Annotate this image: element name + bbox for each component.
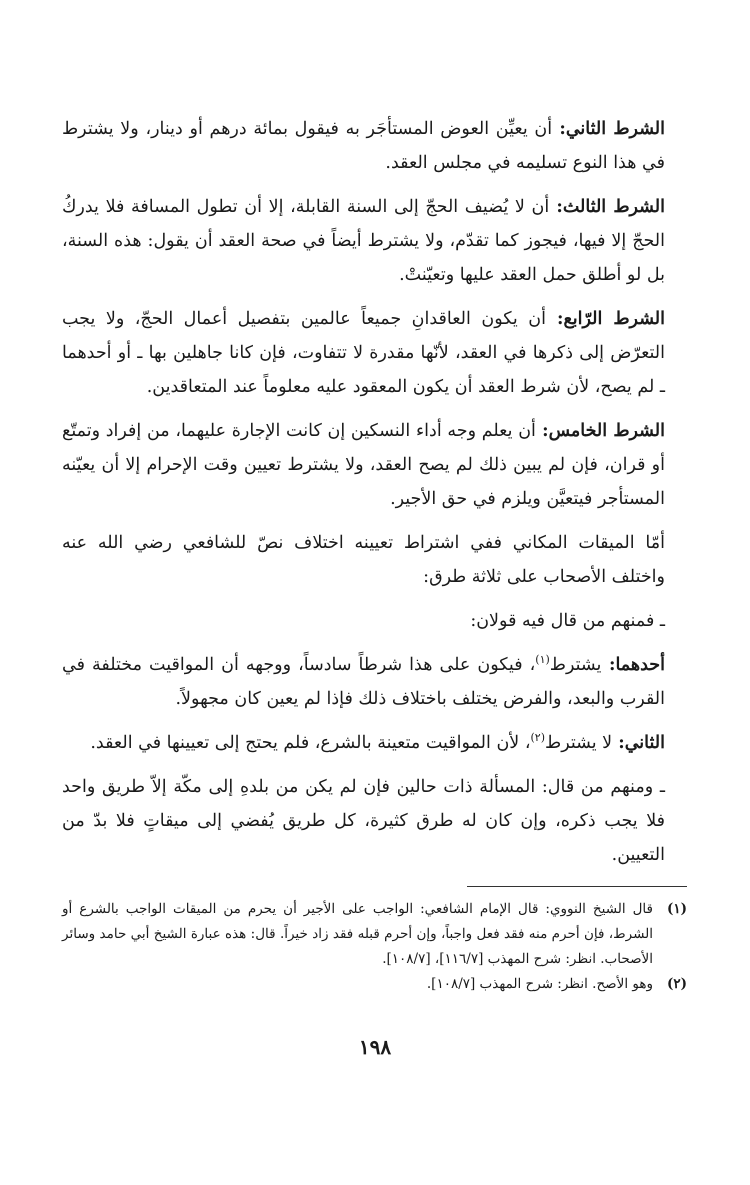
paragraph-text-tail: ، لأن المواقيت متعينة بالشرع، فلم يحتج إلى تعيينها في العقد. [90, 733, 531, 753]
paragraph-two-opinions [62, 604, 687, 638]
footnote-text: قال الشيخ النووي: قال الإمام الشافعي: الواجب على الأجير أن يحرم من الميقات الواجب بالشرع أو الشرط، فإن أحرم منه فقد فعل واجباً، وإن أحرم قبله فقد زاد خيراً. قال: هذه عبارة الشيخ أبي حامد وسائر الأصحاب. انظر: شرح المهذب [١١٦/٧]، [١٠٨/٧]. [62, 901, 653, 967]
paragraph-first-opinion [62, 648, 687, 716]
paragraph-two-cases [62, 770, 687, 872]
paragraph-text: أن لا يُضيف الحجّ إلى السنة القابلة، إلا أن تطول المسافة فلا يدركُ الحجّ إلا فيها، فيجوز كما تقدّم، ولا يشترط أيضاً في صحة العقد أن يقول: هذه السنة، بل لو أطلق حمل العقد عليها وتعيّنتْ. [62, 197, 665, 285]
footnote-number: (٢) [666, 976, 687, 992]
paragraph-lead: الثاني: [612, 733, 665, 753]
footnote-2 [62, 972, 687, 997]
footnote-divider [467, 886, 687, 887]
footnote-ref-2[interactable]: (٢) [530, 731, 546, 745]
footnote-ref-1[interactable]: (١) [535, 653, 550, 667]
footnote-number: (١) [666, 901, 687, 917]
paragraph-condition-4 [62, 302, 687, 404]
paragraph-lead: الشرط الرّابع: [545, 309, 666, 329]
paragraph-condition-5 [62, 414, 687, 516]
paragraph-lead: أحدهما: [601, 655, 665, 675]
footnote-text: وهو الأصح. انظر: شرح المهذب [١٠٨/٧]. [426, 976, 653, 992]
footnote-1 [62, 897, 687, 972]
paragraph-condition-2 [62, 112, 687, 180]
document-page [62, 112, 687, 997]
paragraph-text: لا يشترط [545, 733, 613, 753]
paragraph-text-tail: ، فيكون على هذا شرطاً سادساً، ووجهه أن المواقيت مختلفة في القرب والبعد، والفرض يختلف باختلاف ذلك فإذا لم يعين كان مجهولاً. [62, 655, 665, 709]
paragraph-lead: الشرط الثالث: [549, 197, 665, 217]
paragraph-second-opinion [62, 726, 687, 760]
paragraph-text: أن يعيِّن العوض المستأجَر به فيقول بمائة درهم أو دينار، ولا يشترط في هذا النوع تسليمه في مجلس العقد. [62, 119, 665, 173]
paragraph-text: أن يعلم وجه أداء النسكين إن كانت الإجارة عليهما، من إفراد وتمتّع أو قران، فإن لم يبين ذلك لم يصح العقد، ولا يشترط تعيين وقت الإحرام إلا أن يعيّنه المستأجر فيتعيَّن ويلزم في حق الأجير. [62, 421, 665, 509]
paragraph-lead: الشرط الثاني: [552, 119, 665, 139]
paragraph-text: ـ ومنهم من قال: المسألة ذات حالين فإن لم يكن من بلدهِ إلى مكّة إلاّ طريق واحد فلا يجب ذكره، وإن كان له طرق كثيرة، كل طريق يُفضي إلى ميقاتٍ فلا بدّ من التعيين. [62, 777, 665, 865]
page-number: ١٩٨ [358, 1035, 392, 1059]
paragraph-text: يشترط [549, 655, 602, 675]
paragraph-lead: الشرط الخامس: [535, 421, 665, 441]
paragraph-text: ـ فمنهم من قال فيه قولان: [470, 611, 665, 631]
paragraph-condition-3 [62, 190, 687, 292]
paragraph-miqat [62, 526, 687, 594]
paragraph-text: أمّا الميقات المكاني ففي اشتراط تعيينه اختلاف نصّ للشافعي رضي الله عنه واختلف الأصحاب على ثلاثة طرق: [62, 533, 665, 587]
paragraph-text: أن يكون العاقدانِ جميعاً عالمين بتفصيل أعمال الحجّ، ولا يجب التعرّض إلى ذكرها في العقد، لأنّها مقدرة لا تتفاوت، فإن كانا جاهلين بها ـ أو أحدهما ـ لم يصح، لأن شرط العقد أن يكون المعقود عليه معلوماً عند المتعاقدين. [62, 309, 665, 397]
